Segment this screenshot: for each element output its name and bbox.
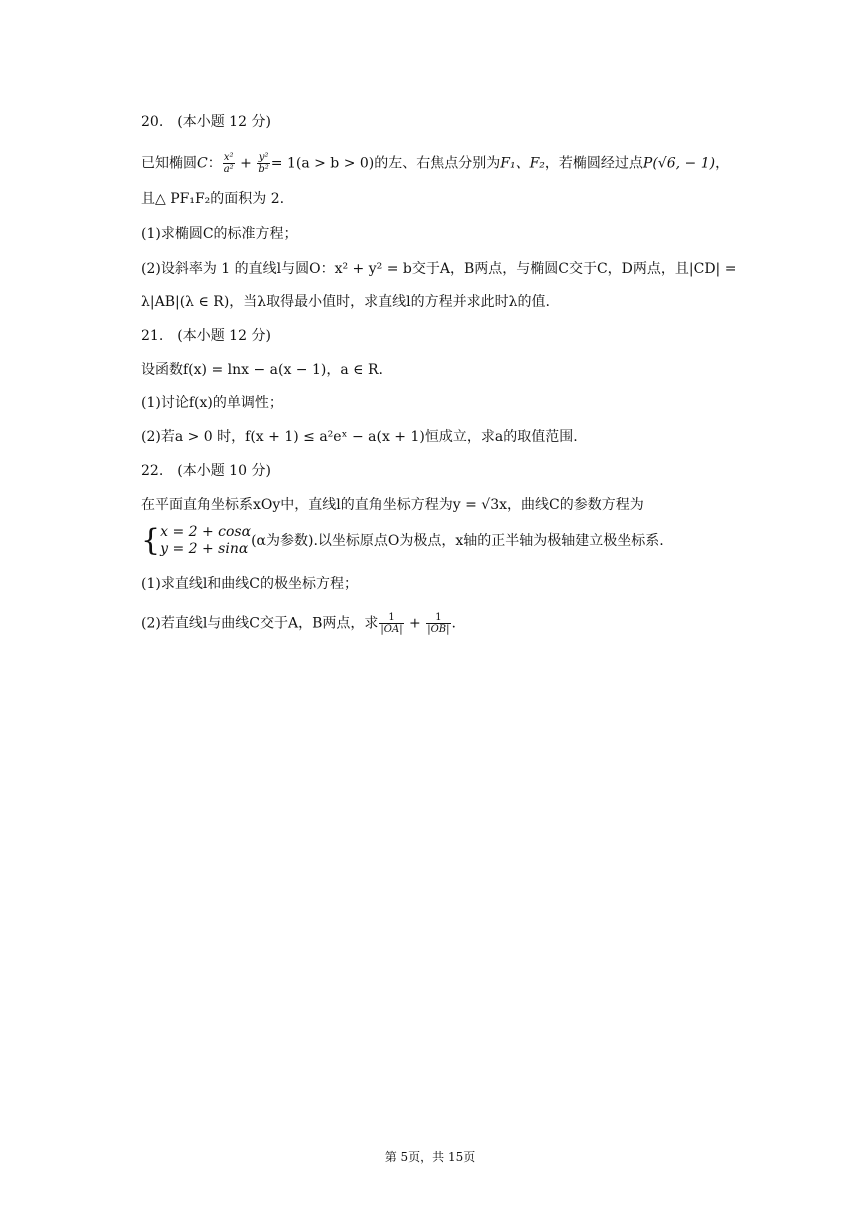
fraction-denominator: a² (223, 164, 234, 175)
fraction-numerator: y² (258, 152, 269, 163)
math: = 1(a > b > 0) (270, 155, 375, 172)
q22-part1: (1)求直线l和曲线C的极坐标方程； (141, 576, 359, 592)
text: (α为参数).以坐标原点O为极点，x轴的正半轴为极轴建立极坐标系. (251, 533, 664, 549)
q21-part1: (1)讨论f(x)的单调性； (141, 395, 283, 411)
q20-part2-line1: (2)设斜率为 1 的直线l与圆O：x² + y² = b交于A，B两点，与椭圆C交于C，D两点，且|CD| = (141, 261, 737, 277)
plus: + (235, 155, 257, 172)
q21-header: 21. (本小题 12 分) (141, 328, 271, 344)
equation-system (160, 524, 251, 558)
math: C (197, 155, 208, 172)
q20-part2-line2: λ|AB|(λ ∈ R)，当λ取得最小值时，求直线l的方程并求此时λ的值. (141, 294, 550, 310)
fraction-oa (379, 612, 403, 635)
text: ： (207, 155, 222, 172)
page-footer: 第 5页，共 15页 (384, 1150, 476, 1164)
equation: y = 2 + sinα (160, 541, 249, 557)
q21-part2: (2)若a > 0 时，f(x + 1) ≤ a²eˣ − a(x + 1)恒成立，求a的取值范围. (141, 429, 578, 445)
fraction-numerator: 1 (426, 612, 450, 624)
fraction-denominator: |OA| (380, 624, 403, 635)
fraction-ob (426, 612, 450, 635)
q20-statement-line2: 且△ PF₁F₂的面积为 2. (141, 191, 285, 207)
brace: { (141, 523, 161, 558)
q22-part2 (141, 612, 456, 635)
q21-statement: 设函数f(x) = lnx − a(x − 1)，a ∈ R. (141, 362, 383, 378)
plus: + (404, 615, 426, 632)
fraction-x (223, 152, 235, 175)
fraction-denominator: |OB| (427, 624, 450, 635)
fraction-numerator: 1 (379, 612, 403, 624)
text: 的左、右焦点分别为 (374, 155, 501, 172)
q20-part1: (1)求椭圆C的标准方程； (141, 226, 298, 242)
text: ，若椭圆经过点 (544, 155, 643, 172)
text: ， (715, 155, 730, 172)
fraction-denominator: b² (258, 164, 269, 175)
fraction-numerator: x² (223, 152, 234, 163)
q20-statement-line1 (141, 152, 729, 175)
fraction-y (257, 152, 269, 175)
q22-statement-line2 (141, 524, 664, 558)
equation: x = 2 + cosα (160, 524, 252, 540)
q22-statement-line1: 在平面直角坐标系xOy中，直线l的直角坐标方程为y = √3x，曲线C的参数方程为 (141, 497, 644, 513)
math: P(√6, − 1) (642, 155, 716, 172)
text: (2)若直线l与曲线C交于A，B两点，求 (141, 615, 379, 632)
q20-header: 20. (本小题 12 分) (141, 114, 271, 130)
q22-header: 22. (本小题 10 分) (141, 463, 271, 479)
text: . (451, 615, 456, 632)
text: 已知椭圆 (141, 155, 197, 172)
math: F₁、F₂ (500, 155, 545, 172)
